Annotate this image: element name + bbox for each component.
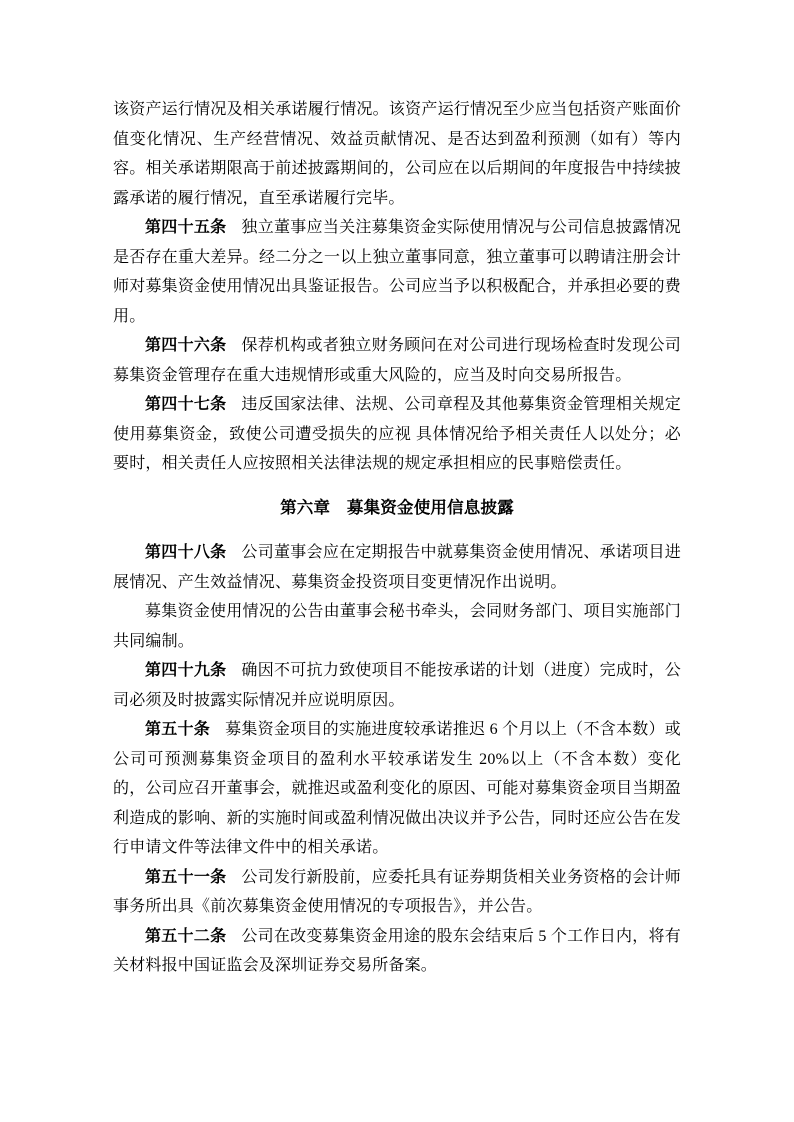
article-52-number: 第五十二条 — [145, 927, 227, 945]
article-50-number: 第五十条 — [145, 721, 211, 738]
article-45-paragraph — [113, 213, 681, 331]
chapter-6-heading: 第六章 募集资金使用信息披露 — [280, 497, 514, 517]
article-46-paragraph — [113, 331, 681, 390]
article-48-paragraph — [113, 538, 681, 597]
article-47-text: 违反国家法律、法规、公司章程及其他募集资金管理相关规定使用募集资金，致使公司遭受损失的应视 具体情况给予相关责任人以处分；必要时，相关责任人应按照相关法律法规的规定承担相应的民事赔偿责任。 — [113, 396, 681, 472]
article-51-number: 第五十一条 — [145, 868, 227, 886]
article-50-paragraph — [113, 715, 681, 863]
article-49-number: 第四十九条 — [145, 662, 227, 679]
paragraph-announcement-preparation: 募集资金使用情况的公告由董事会秘书牵头，会同财务部门、项目实施部门共同编制。 — [113, 603, 681, 650]
article-49-text: 确因不可抗力致使项目不能按承诺的计划（进度）完成时，公司必须及时披露实际情况并应说明原因。 — [113, 662, 681, 709]
article-50-text: 募集资金项目的实施进度较承诺推迟 6 个月以上（不含本数）或公司可预测募集资金项目的盈利水平较承诺发生 20%以上（不含本数）变化的，公司应召开董事会，就推迟或盈利变化的原因、可能对募集资金项目当期盈利造成的影响、新的实施时间或盈利情况做出决议并予公告，同时还应公告在发行申请文件等法律文件中的相关承诺。 — [113, 721, 681, 856]
article-48-text: 公司董事会应在定期报告中就募集资金使用情况、承诺项目进展情况、产生效益情况、募集资金投资项目变更情况作出说明。 — [113, 544, 681, 591]
article-46-text: 保荐机构或者独立财务顾问在对公司进行现场检查时发现公司募集资金管理存在重大违规情形或重大风险的，应当及时向交易所报告。 — [113, 337, 681, 384]
paragraph-continuation: 该资产运行情况及相关承诺履行情况。该资产运行情况至少应当包括资产账面价值变化情况、生产经营情况、效益贡献情况、是否达到盈利预测（如有）等内容。相关承诺期限高于前述披露期间的，公司应在以后期间的年度报告中持续披露承诺的履行情况，直至承诺履行完毕。 — [113, 101, 681, 207]
article-45-text: 独立董事应当关注募集资金实际使用情况与公司信息披露情况 是否存在重大差异。经二分之一以上独立董事同意，独立董事可以聘请注册会计 师对募集资金使用情况出具鉴证报告。公司应当予以积极配合，并承担必要的费 用。 — [113, 219, 681, 325]
article-51-paragraph — [113, 863, 681, 922]
article-47-number: 第四十七条 — [145, 396, 227, 413]
article-47-paragraph — [113, 390, 681, 479]
article-51-text: 公司发行新股前，应委托具有证券期货相关业务资格的会计师事务所出具《前次募集资金使用情况的专项报告》，并公告。 — [113, 868, 681, 915]
article-45-number: 第四十五条 — [145, 219, 227, 236]
article-46-number: 第四十六条 — [145, 337, 227, 354]
article-49-paragraph — [113, 656, 681, 715]
article-48-number: 第四十八条 — [145, 544, 227, 561]
article-52-text: 公司在改变募集资金用途的股东会结束后 5 个工作日内，将有关材料报中国证监会及深圳证券交易所备案。 — [113, 927, 681, 974]
article-52-paragraph — [113, 922, 681, 981]
